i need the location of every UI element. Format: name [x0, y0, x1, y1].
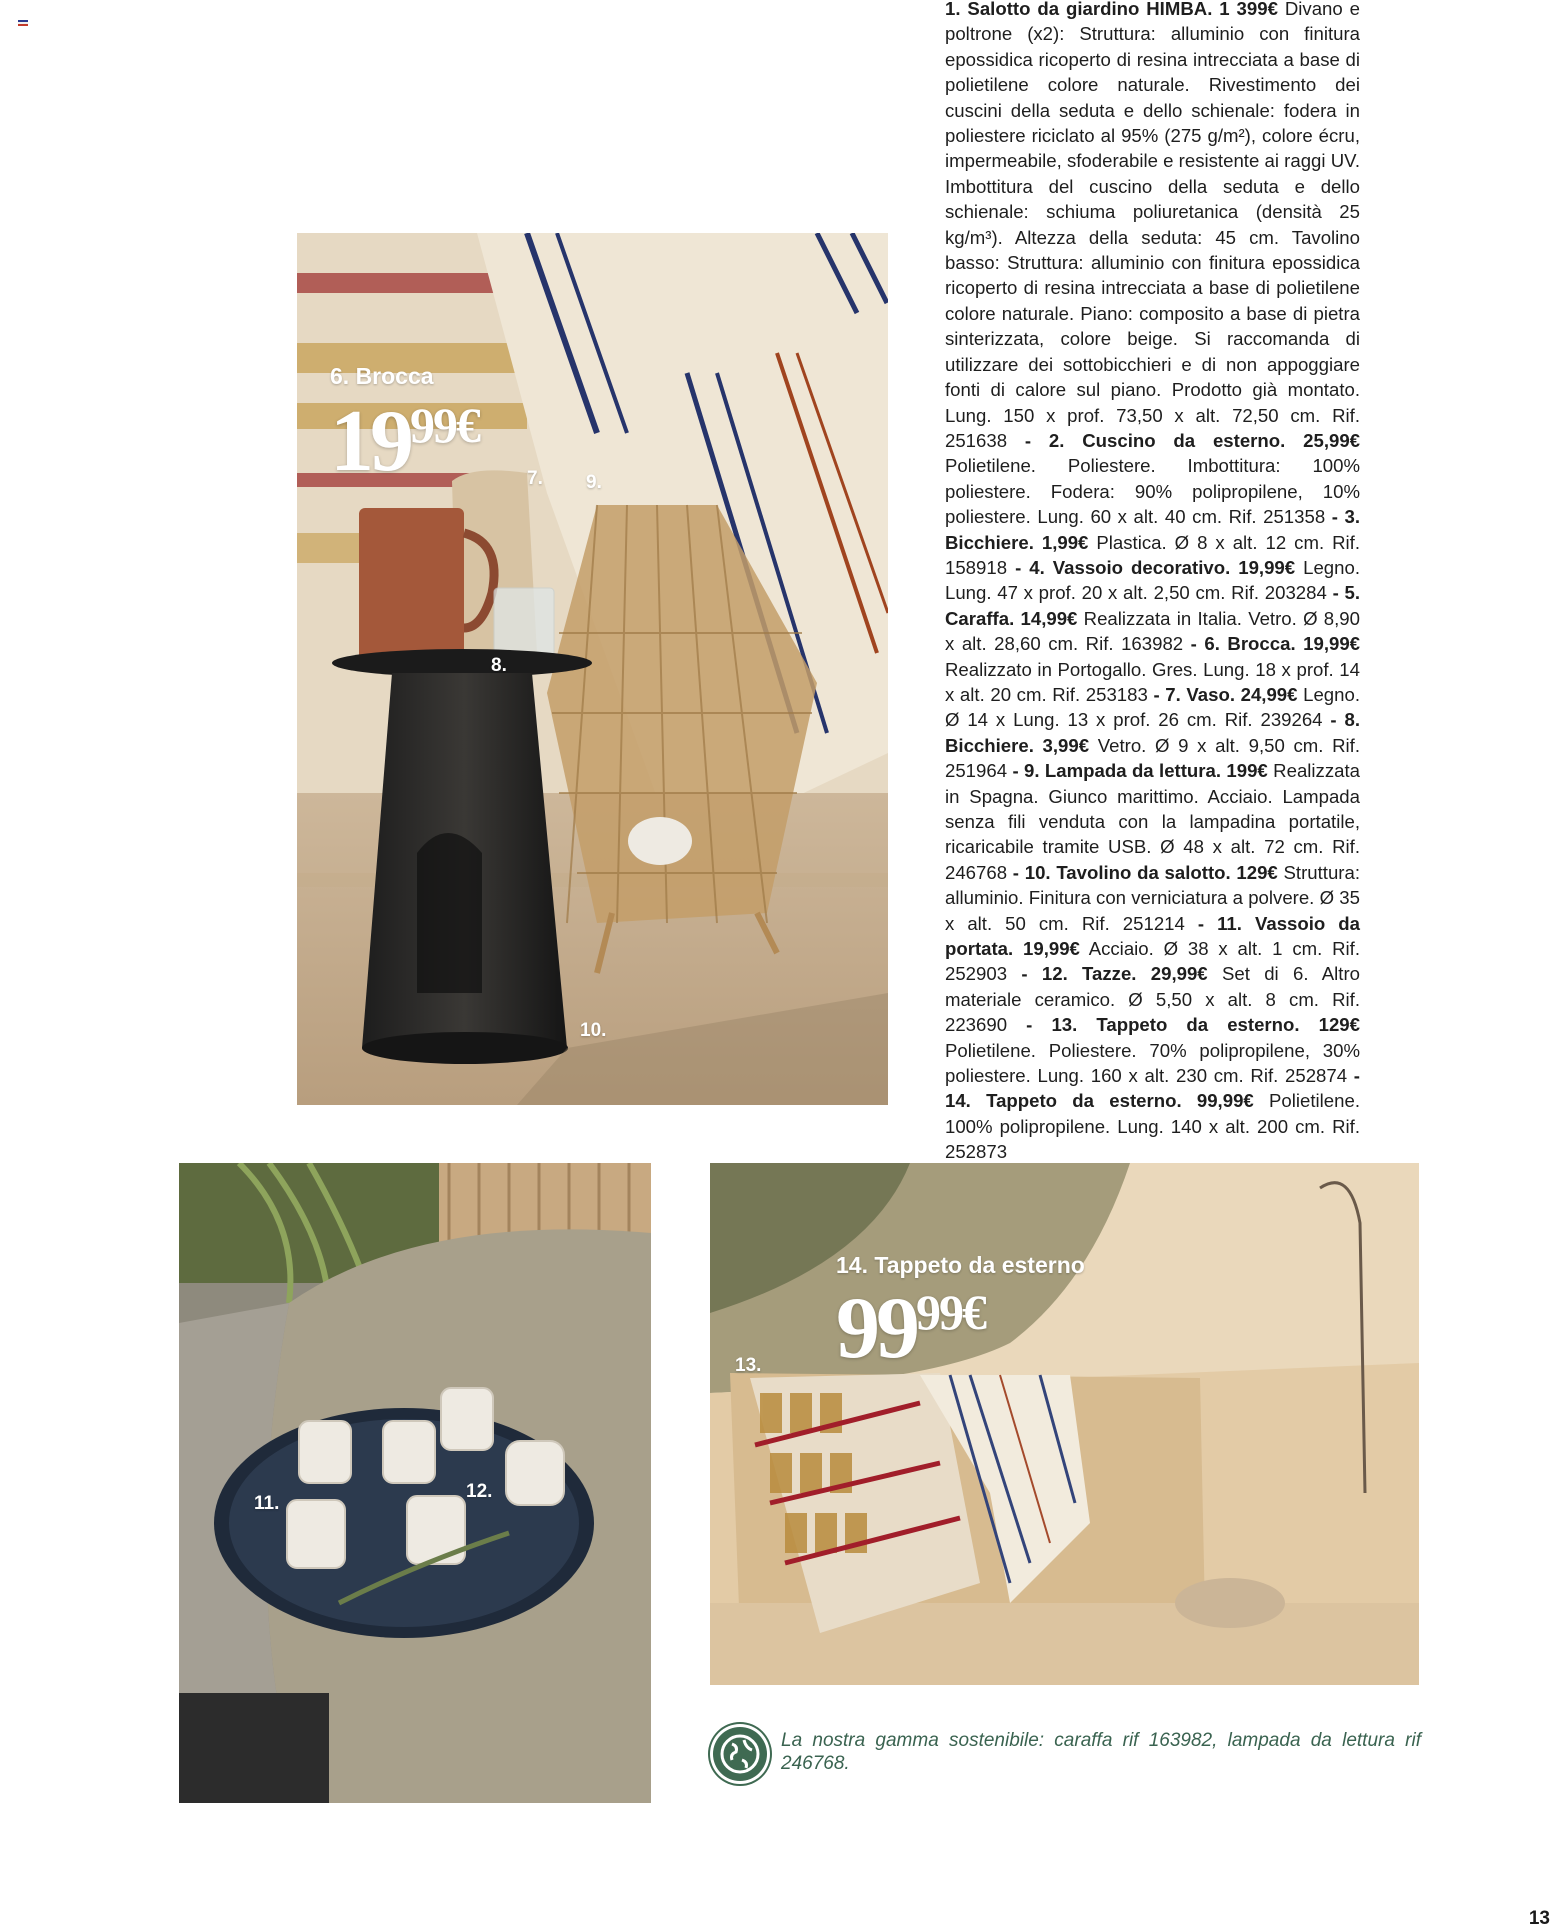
- description-heading: - 9. Lampada da lettura. 199€: [1012, 760, 1268, 782]
- price-decimal: 99€: [916, 1284, 985, 1340]
- description-text: Legno. Lung. 47 x prof. 20 x alt. 2,50 cm. Rif. 203284: [945, 556, 1360, 604]
- description-text: Realizzato in Portogallo. Gres. Lung. 18 x prof. 14 x alt. 20 cm. Rif. 253183: [945, 658, 1360, 705]
- description-text: Plastica. Ø 8 x alt. 12 cm. Rif. 158918: [945, 531, 1360, 578]
- description-heading: - 6. Brocca. 19,99€: [1190, 633, 1361, 655]
- description-text: Realizzata in Italia. Vetro. Ø 8,90 x alt. 28,60 cm. Rif. 163982: [945, 607, 1360, 655]
- page-number: 13: [1528, 1908, 1550, 1929]
- description-heading: - 12. Tazze. 29,99€: [1021, 963, 1208, 985]
- lounge-scene-photo: [297, 233, 888, 1105]
- price-brocca: [330, 393, 479, 490]
- description-heading: - 13. Tappeto da esterno. 129€: [1026, 1014, 1360, 1036]
- description-text: Polietilene. 100% polipropilene. Lung. 140 x alt. 200 cm. Rif. 252873: [945, 1090, 1360, 1163]
- description-heading: - 10. Tavolino da salotto. 129€: [1012, 861, 1278, 883]
- description-heading: 1. Salotto da giardino HIMBA. 1 399€: [945, 0, 1278, 19]
- callout-13: 13.: [735, 1355, 762, 1376]
- callout-12: 12.: [466, 1481, 493, 1502]
- globe-icon: [710, 1724, 770, 1784]
- product-description: [945, 0, 1360, 1165]
- description-text: Set di 6. Altro materiale ceramico. Ø 5,50 x alt. 8 cm. Rif. 223690: [945, 963, 1361, 1036]
- description-text: Legno. Ø 14 x Lung. 13 x prof. 26 cm. Rif. 239264: [945, 683, 1360, 731]
- description-text: Struttura: alluminio. Finitura con verniciatura a polvere. Ø 35 x alt. 50 cm. Rif. 251214: [945, 861, 1360, 934]
- callout-7: 7.: [527, 468, 543, 489]
- description-text: Acciaio. Ø 38 x alt. 1 cm. Rif. 252903: [945, 938, 1360, 985]
- callout-10: 10.: [580, 1020, 607, 1041]
- eco-note: [710, 1724, 1420, 1786]
- callout-11: 11.: [254, 1493, 280, 1514]
- description-text: Polietilene. Poliestere. 70% polipropilene, 30% poliestere. Lung. 160 x alt. 230 cm. Rif. 252874: [945, 1039, 1360, 1087]
- price-tappeto: [836, 1280, 985, 1377]
- description-heading: - 7. Vaso. 24,99€: [1153, 683, 1298, 705]
- description-text: Realizzata in Spagna. Giunco marittimo. Acciaio. Lampada senza fili venduta con la lampadina portatile, ricaricabile tramite USB. Ø 48 x alt. 72 cm. Rif. 246768: [945, 760, 1360, 883]
- price-integer: 99: [836, 1280, 916, 1377]
- outdoor-rug-photo: [710, 1163, 1419, 1685]
- description-heading: - 8. Bicchiere. 3,99€: [945, 709, 1360, 756]
- product-name-tappeto: 14. Tappeto da esterno: [836, 1252, 1085, 1278]
- description-text: Vetro. Ø 9 x alt. 9,50 cm. Rif. 251964: [945, 734, 1360, 782]
- callout-8: 8.: [491, 655, 507, 676]
- price-decimal: 99€: [410, 397, 479, 453]
- description-text: Divano e poltrone (x2): Struttura: alluminio con finitura epossidica ricoperto di resina intrecciata a base di polietilene colore naturale. Rivestimento dei cuscini della seduta e dello schienale: fodera in poliestere riciclato al 95% (275 g/m²), colore écru, impermeabile, sfoderabile e resistente ai raggi UV. Imbottitura del cuscino della seduta e dello schienale: schiuma poliuretanica (densità 25 kg/m³). Altezza della seduta: 45 cm. Tavolino basso: Struttura: alluminio con finitura epossidica ricoperto di resina intrecciata a base di polietilene colore naturale. Piano: composito a base di pietra sinterizzata, colore beige. Si raccomanda di utilizzare dei sottobicchieri e di non appoggiare fonti di calore sul piano. Prodotto già montato. Lung. 150 x prof. 73,50 x alt. 72,50 cm. Rif. 251638: [945, 0, 1360, 451]
- description-heading: - 3. Bicchiere. 1,99€: [945, 506, 1360, 553]
- tray-mugs-photo: [179, 1163, 651, 1803]
- callout-9: 9.: [586, 472, 602, 493]
- description-heading: - 4. Vassoio decorativo. 19,99€: [1015, 556, 1296, 578]
- description-heading: - 14. Tappeto da esterno. 99,99€: [945, 1065, 1360, 1112]
- flag-icon: [18, 20, 28, 26]
- price-integer: 19: [330, 393, 410, 490]
- description-heading: - 5. Caraffa. 14,99€: [945, 582, 1360, 629]
- description-heading: - 11. Vassoio da portata. 19,99€: [945, 912, 1360, 960]
- product-name-brocca: 6. Brocca: [330, 363, 434, 389]
- description-text: Polietilene. Poliestere. Imbottitura: 100% poliestere. Fodera: 90% polipropilene, 10% poliestere. Lung. 60 x alt. 40 cm. Rif. 251358: [945, 455, 1360, 528]
- description-heading: - 2. Cuscino da esterno. 25,99€: [1024, 429, 1361, 451]
- eco-note-text: La nostra gamma sostenibile: caraffa rif 163982, lampada da lettura rif 246768.: [781, 1730, 1421, 1774]
